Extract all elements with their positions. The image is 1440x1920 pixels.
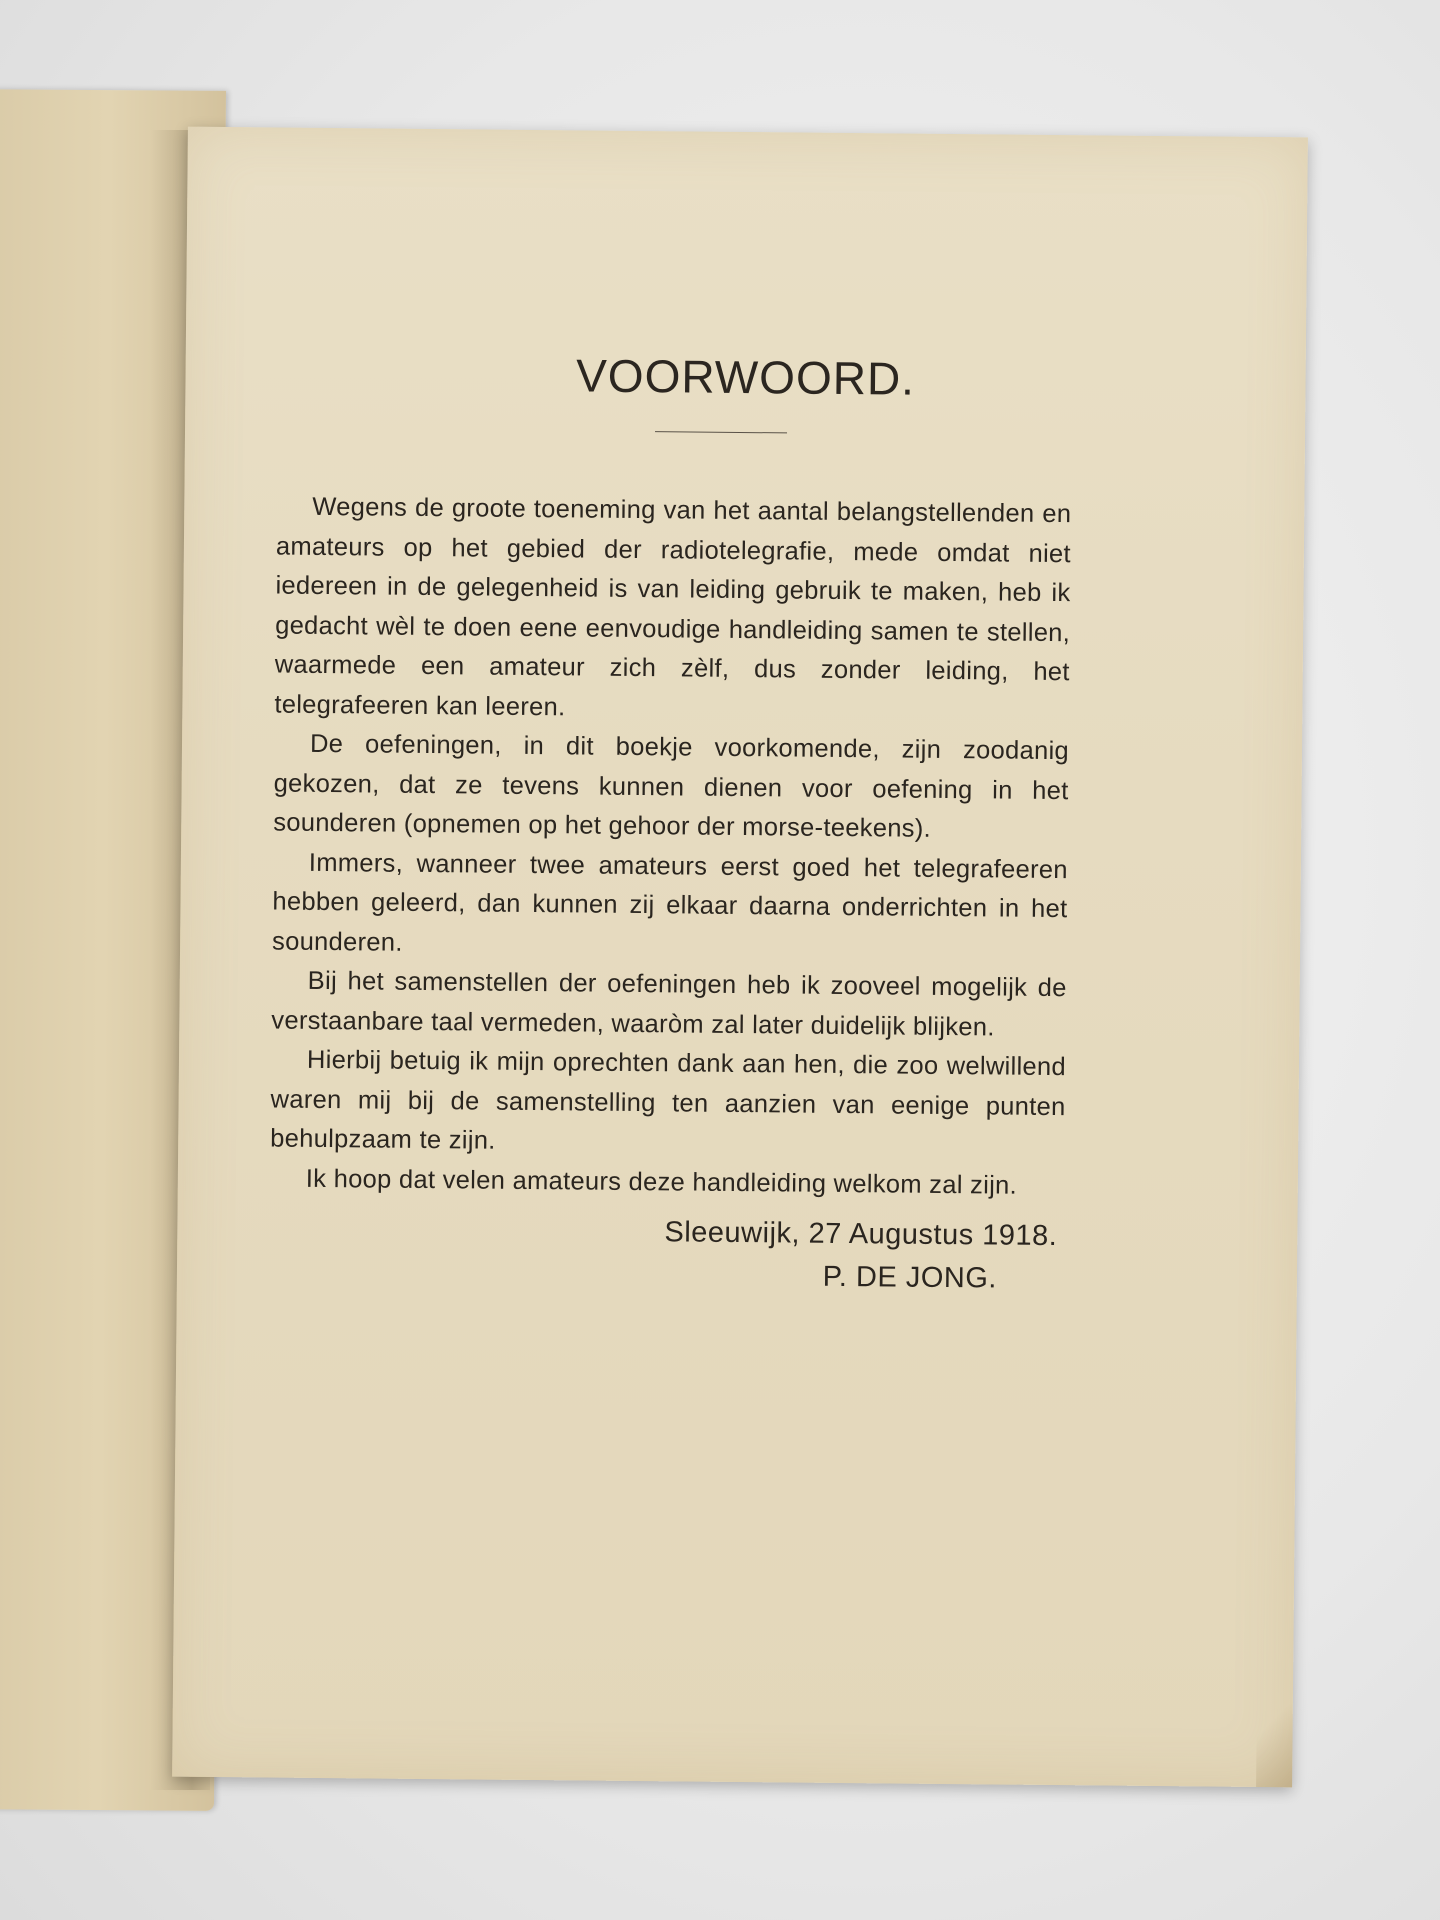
- title-divider: [655, 431, 787, 433]
- page-title: VOORWOORD.: [575, 349, 916, 405]
- paragraph: Immers, wanneer twee amateurs eerst goed het telegrafeeren hebben geleerd, dan kunnen zij elkaar daarna onderrichten in het sounderen.: [271, 848, 1068, 957]
- paragraph: Ik hoop dat velen amateurs deze handleiding welkom zal zijn.: [305, 1164, 1018, 1200]
- paragraph: Wegens de groote toeneming van het aantal belangstellenden en amateurs op het gebied der radiotelegrafie, mede omdat niet iedereen in de gelegenheid is van leiding gebruik te maken, heb ik gedacht wèl te doen eene eenvoudige handleiding samen te stellen, waarmede een amateur zich zèlf, dus zonder leiding, het telegrafeeren kan leeren.: [274, 492, 1072, 721]
- paragraph: Bij het samenstellen der oefeningen heb ik zooveel mogelijk de verstaanbare taal vermeden, waaròm zal later duidelijk blijken.: [271, 966, 1067, 1041]
- preface-body: [270, 488, 1072, 1207]
- author-name: P. DE JONG.: [822, 1260, 998, 1295]
- paragraph: Hierbij betuig ik mijn oprechten dank aan hen, die zoo welwillend waren mij bij de samenstelling ten aanzien van eenige punten behulpzaam te zijn.: [270, 1045, 1067, 1155]
- book-page: [172, 127, 1308, 1788]
- place-date: Sleeuwijk, 27 Augustus 1918.: [664, 1216, 1058, 1253]
- paragraph: De oefeningen, in dit boekje voorkomende, zijn zoodanig gekozen, dat ze tevens kunnen dienen voor oefening in het sounderen (opnemen op het gehoor der morse-teekens).: [273, 729, 1070, 843]
- signature-block: [177, 1212, 1058, 1296]
